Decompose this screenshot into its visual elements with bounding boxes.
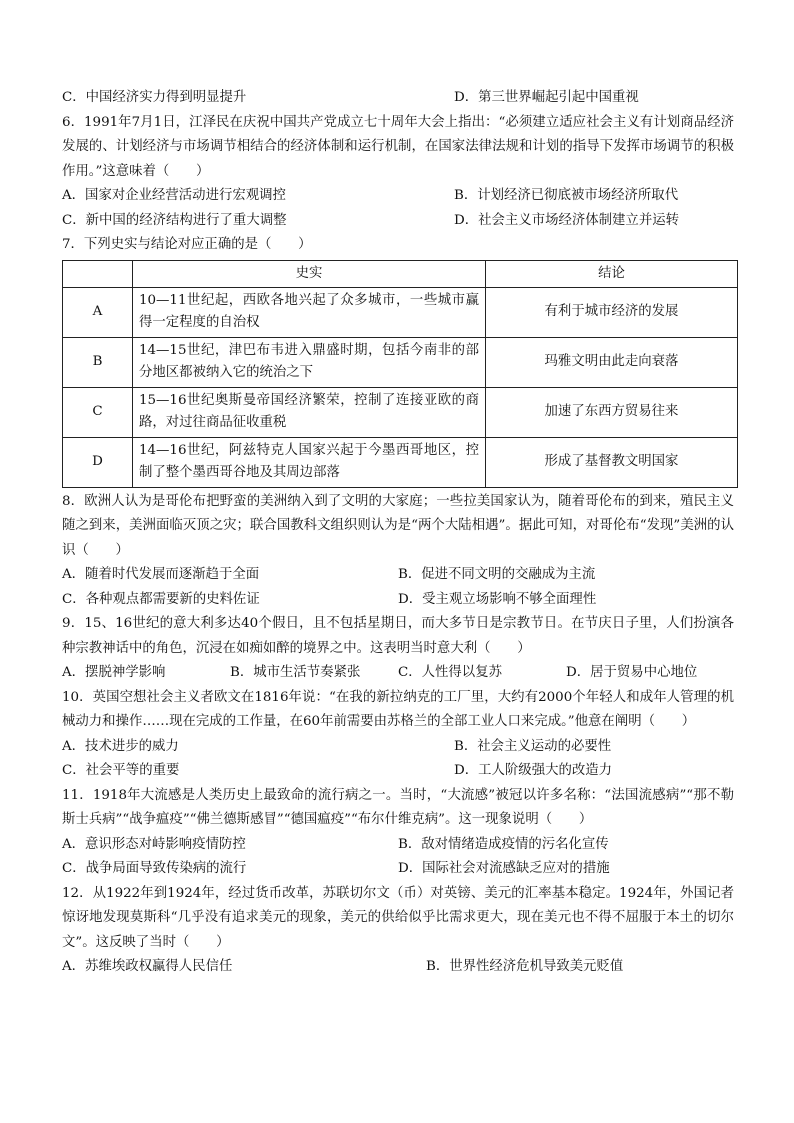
q7-row-label: C	[63, 387, 133, 437]
q9-option-a[interactable]: A．摆脱神学影响	[62, 665, 166, 680]
q8-options-ab	[62, 563, 734, 588]
exam-page	[62, 86, 734, 980]
q5-options-cd	[62, 86, 734, 111]
q12-stem: 12．从1922年到1924年，经过货币改革，苏联切尔文（币）对英镑、美元的汇率基本稳定。1924年，外国记者惊讶地发现莫斯科“几乎没有追求美元的现象，美元的供给似乎比需求更大，现在美元也不得不屈服于本土的切尔文”。这反映了当时（ ）	[62, 885, 734, 950]
q9-option-d[interactable]: D．居于贸易中心地位	[566, 665, 698, 680]
q12-option-a[interactable]: A．苏维埃政权赢得人民信任	[62, 959, 233, 974]
q9-options	[62, 661, 734, 686]
q7-stem: 7．下列史实与结论对应正确的是（ ）	[62, 237, 312, 252]
q11-option-c[interactable]: C．战争局面导致传染病的流行	[62, 861, 247, 876]
q7-row-conclusion: 形成了基督教文明国家	[486, 437, 738, 487]
q10-option-d[interactable]: D．工人阶级强大的改造力	[454, 763, 613, 778]
q7-table	[62, 260, 738, 488]
q7-row-d[interactable]	[63, 437, 738, 487]
q10-option-c[interactable]: C．社会平等的重要	[62, 763, 180, 778]
q11-option-d[interactable]: D．国际社会对流感缺乏应对的措施	[398, 861, 610, 876]
q7-row-fact: 14—15世纪，津巴布韦进入鼎盛时期，包括今南非的部分地区都被纳入它的统治之下	[133, 337, 486, 387]
q5-option-d[interactable]: D．第三世界崛起引起中国重视	[454, 90, 639, 105]
q11-stem: 11．1918年大流感是人类历史上最致命的流行病之一。当时，“大流感”被冠以许多名称：“法国流感病”“那不勒斯士兵病”“战争瘟疫”“佛兰德斯感冒”“德国瘟疫”“布尔什维克病”。这一现象说明（ ）	[62, 787, 734, 827]
q7-table-header	[63, 260, 738, 287]
q7-row-fact: 14—16世纪，阿兹特克人国家兴起于今墨西哥地区，控制了整个墨西哥谷地及其周边部落	[133, 437, 486, 487]
q5-option-c[interactable]: C．中国经济实力得到明显提升	[62, 90, 247, 105]
q8-options-cd	[62, 588, 734, 613]
q7-row-a[interactable]	[63, 287, 738, 337]
q6-options-cd	[62, 209, 734, 234]
q6-option-c[interactable]: C．新中国的经济结构进行了重大调整	[62, 212, 287, 228]
q7-row-label: D	[63, 437, 133, 487]
q7-row-label: B	[63, 337, 133, 387]
q10-option-b[interactable]: B．社会主义运动的必要性	[454, 738, 612, 754]
q7-header-label	[63, 260, 133, 287]
q8-option-d[interactable]: D．受主观立场影响不够全面理性	[398, 591, 597, 607]
q12-option-b[interactable]: B．世界性经济危机导致美元贬值	[426, 959, 624, 974]
q11-option-b[interactable]: B．敌对情绪造成疫情的污名化宣传	[398, 836, 609, 852]
q6-option-d[interactable]: D．社会主义市场经济体制建立并运转	[454, 212, 679, 228]
q7-header-conclusion: 结论	[486, 260, 738, 287]
q9-stem: 9．15、16世纪的意大利多达40个假日，且不包括星期日，而大多节日是宗教节日。在节庆日子里，人们扮演各种宗教神话中的角色，沉浸在如痴如醉的境界之中。这表明当时意大利（ ）	[62, 616, 734, 656]
q11-options-ab	[62, 833, 734, 858]
q7-header-fact: 史实	[133, 260, 486, 287]
q7-row-conclusion: 有利于城市经济的发展	[486, 287, 738, 337]
q6-options-ab	[62, 184, 734, 209]
q10-option-a[interactable]: A．技术进步的威力	[62, 738, 179, 754]
q7-row-b[interactable]	[63, 337, 738, 387]
q6-option-b[interactable]: B．计划经济已彻底被市场经济所取代	[454, 188, 679, 203]
q7-row-fact: 10—11世纪起，西欧各地兴起了众多城市，一些城市赢得一定程度的自治权	[133, 287, 486, 337]
q12-options-ab	[62, 955, 734, 980]
q8-option-c[interactable]: C．各种观点都需要新的史料佐证	[62, 591, 260, 607]
q9-option-b[interactable]: B．城市生活节奏紧张	[230, 665, 361, 680]
q10-options-ab	[62, 735, 734, 760]
q11-option-a[interactable]: A．意识形态对峙影响疫情防控	[62, 836, 246, 852]
q8-stem: 8．欧洲人认为是哥伦布把野蛮的美洲纳入到了文明的大家庭；一些拉美国家认为，随着哥伦布的到来，殖民主义随之到来，美洲面临灭顶之灾；联合国教科文组织则认为是“两个大陆相遇”。据此可知，对哥伦布“发现”美洲的认识（ ）	[62, 493, 734, 558]
q11-options-cd	[62, 857, 734, 882]
q7-row-conclusion: 玛雅文明由此走向衰落	[486, 337, 738, 387]
q9-option-c[interactable]: C．人性得以复苏	[398, 665, 502, 680]
q6-option-a[interactable]: A．国家对企业经营活动进行宏观调控	[62, 188, 286, 203]
q7-row-conclusion: 加速了东西方贸易往来	[486, 387, 738, 437]
q10-options-cd	[62, 759, 734, 784]
q10-stem: 10．英国空想社会主义者欧文在1816年说：“在我的新拉纳克的工厂里，大约有2000个年轻人和成年人管理的机械动力和操作……现在完成的工作量，在60年前需要由苏格兰的全部工业人口来完成。”他意在阐明（ ）	[62, 689, 734, 729]
q7-row-c[interactable]	[63, 387, 738, 437]
q7-row-fact: 15—16世纪奥斯曼帝国经济繁荣，控制了连接亚欧的商路，对过往商品征收重税	[133, 387, 486, 437]
q8-option-b[interactable]: B．促进不同文明的交融成为主流	[398, 567, 596, 582]
q7-row-label: A	[63, 287, 133, 337]
q8-option-a[interactable]: A．随着时代发展而逐渐趋于全面	[62, 567, 260, 582]
q6-stem: 6．1991年7月1日，江泽民在庆祝中国共产党成立七十周年大会上指出：“必须建立适应社会主义有计划商品经济发展的、计划经济与市场调节相结合的经济体制和运行机制，在国家法律法规和计划的指导下发挥市场调节的积极作用。”这意味着（ ）	[62, 114, 734, 179]
